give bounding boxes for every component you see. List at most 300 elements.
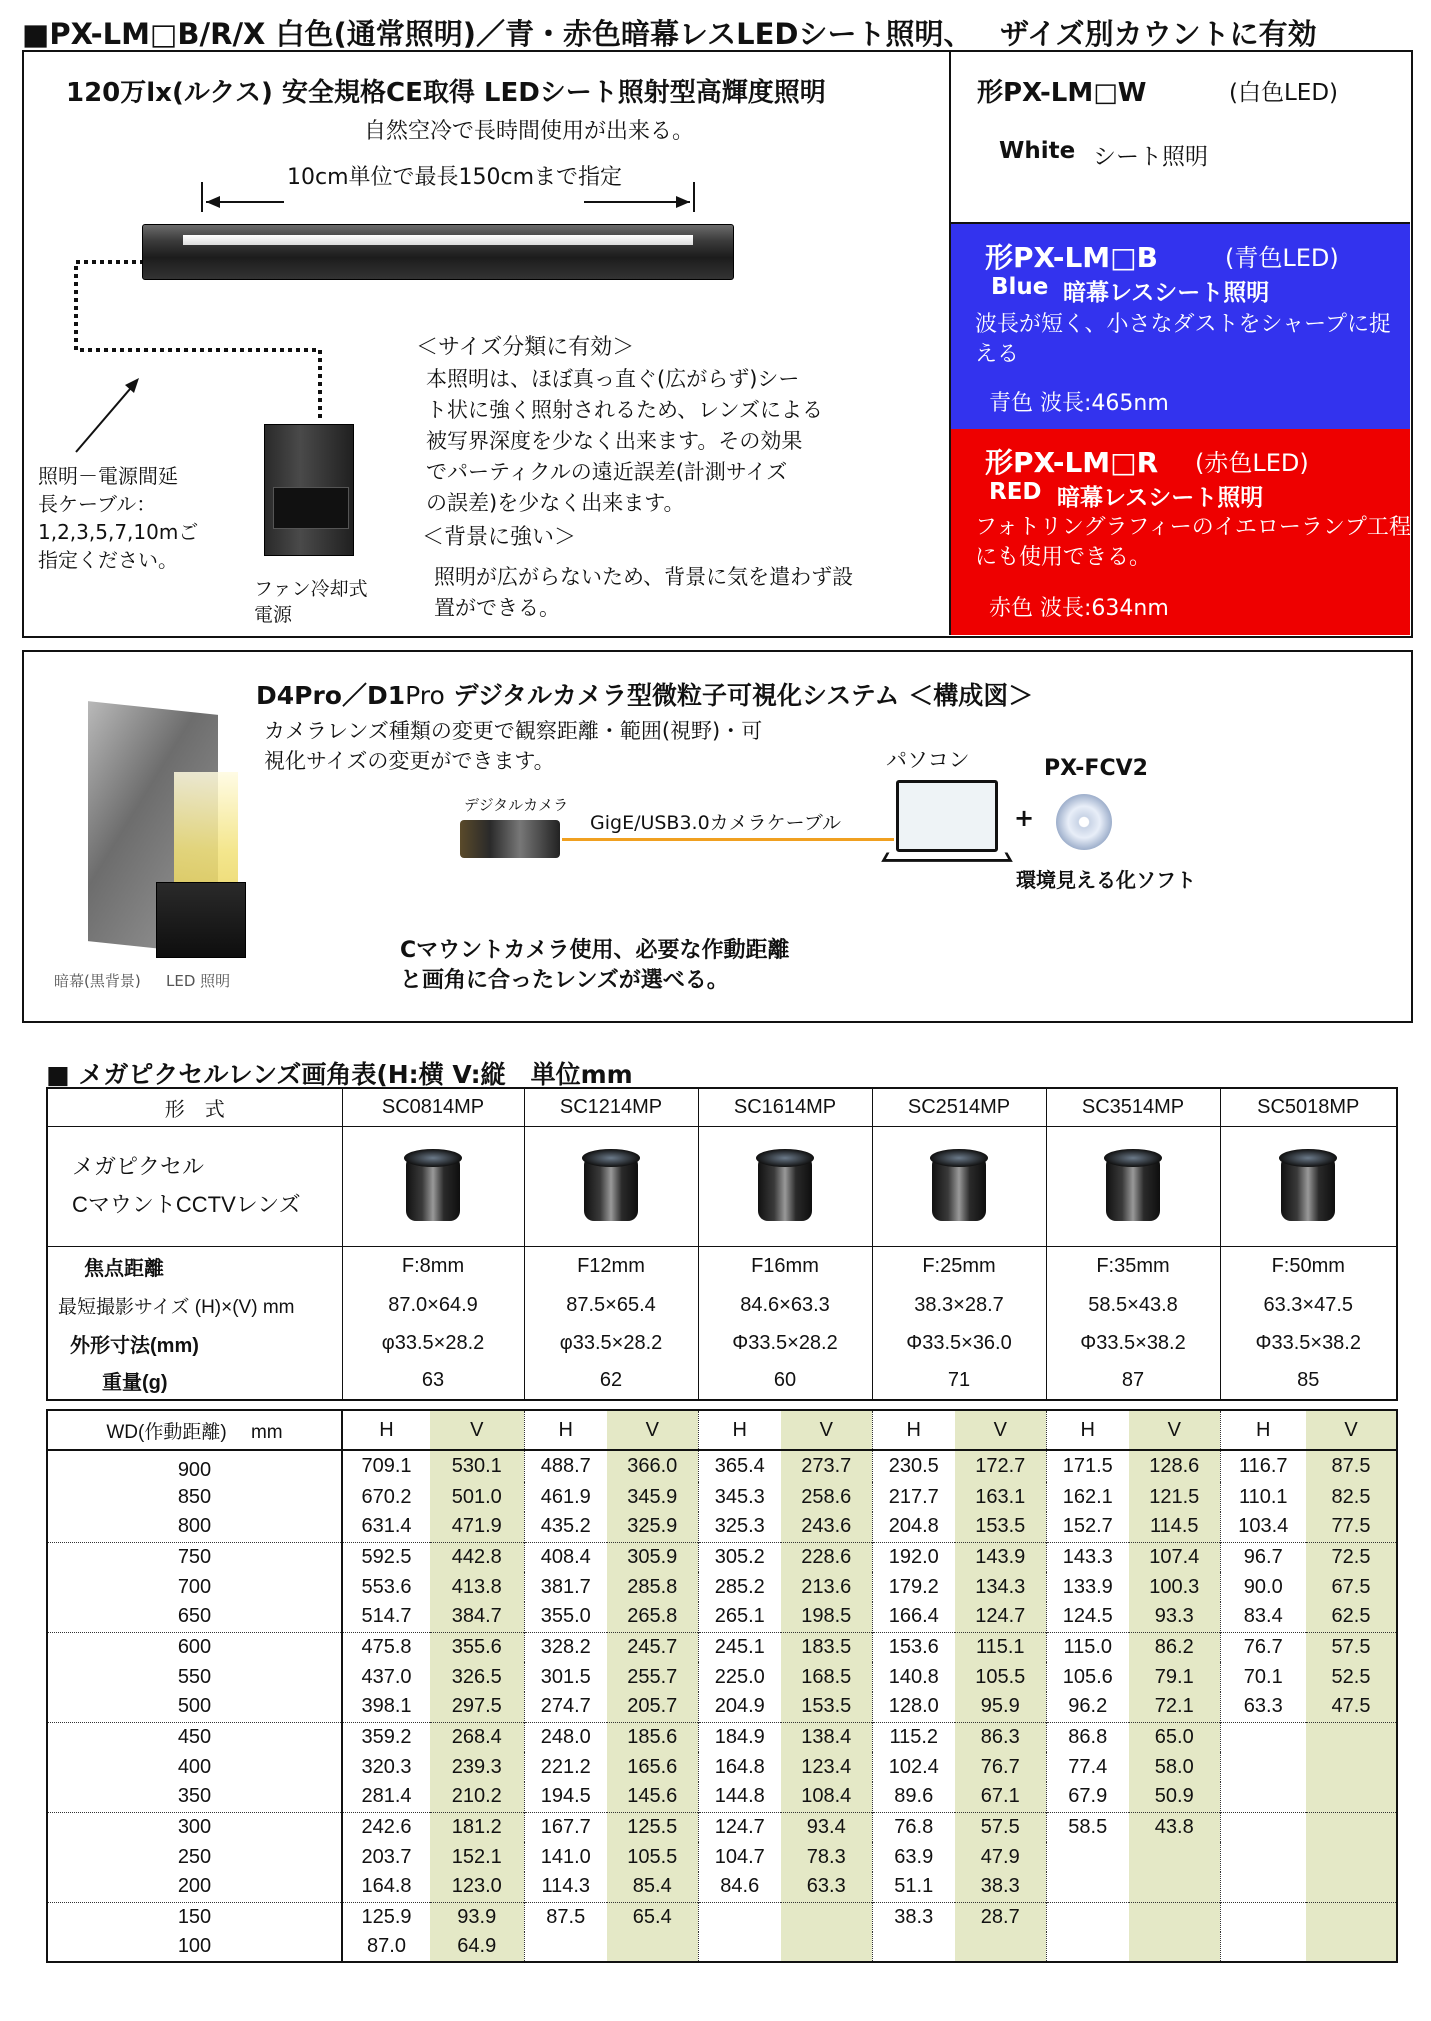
camera-label: デジタルカメラ bbox=[464, 796, 569, 814]
wd-value: 700 bbox=[47, 1572, 342, 1602]
h-value: 76.7 bbox=[1220, 1632, 1306, 1662]
v-value: 82.5 bbox=[1306, 1482, 1397, 1512]
lens-type-line: CマウントCCTVレンズ bbox=[72, 1192, 301, 1217]
lens-type-label bbox=[47, 1126, 342, 1246]
h-value: 70.1 bbox=[1243, 1665, 1283, 1688]
fov-row bbox=[47, 1542, 1397, 1572]
h-value: 179.2 bbox=[888, 1575, 939, 1598]
v-value: 501.0 bbox=[430, 1482, 524, 1512]
system-desc-line: 視化サイズの変更ができます。 bbox=[264, 749, 555, 773]
blue-color: (青色LED) bbox=[1225, 244, 1339, 272]
red-note bbox=[975, 513, 1411, 573]
h-value: 345.3 bbox=[714, 1485, 765, 1508]
v-value: 95.9 bbox=[955, 1692, 1046, 1722]
h-value: 592.5 bbox=[342, 1542, 430, 1572]
blue-model: 形PX-LM□B bbox=[985, 241, 1158, 274]
h-value: 265.1 bbox=[714, 1605, 765, 1628]
fov-row bbox=[47, 1842, 1397, 1872]
h-value bbox=[698, 1932, 781, 1962]
cable-label: GigE/USB3.0カメラケーブル bbox=[590, 812, 841, 834]
v-value: 305.9 bbox=[607, 1542, 698, 1572]
v-value bbox=[1129, 1902, 1220, 1932]
v-value bbox=[1129, 1842, 1220, 1872]
wd-value: 550 bbox=[47, 1662, 342, 1692]
h-value bbox=[698, 1902, 781, 1932]
dims-row bbox=[47, 1324, 1397, 1362]
v-value: 79.1 bbox=[1129, 1662, 1220, 1692]
v-value: 72.5 bbox=[1306, 1542, 1397, 1572]
h-value bbox=[1220, 1902, 1306, 1932]
v-value: 163.1 bbox=[955, 1482, 1046, 1512]
min-size-value: 38.3×28.7 bbox=[872, 1286, 1046, 1324]
h-value: 230.5 bbox=[888, 1455, 939, 1477]
white-desc-en: White bbox=[999, 138, 1076, 164]
h-header: H bbox=[906, 1418, 921, 1441]
h-value: 96.2 bbox=[1068, 1695, 1108, 1718]
h-header: H bbox=[558, 1418, 573, 1441]
min-size-label: 最短撮影サイズ (H)×(V) mm bbox=[47, 1286, 342, 1324]
v-value: 87.5 bbox=[1306, 1450, 1397, 1482]
wd-value: 250 bbox=[47, 1842, 342, 1872]
v-value: 85.4 bbox=[607, 1872, 698, 1902]
weight-value: 62 bbox=[524, 1362, 698, 1400]
v-value: 123.0 bbox=[430, 1872, 524, 1902]
v-value bbox=[1306, 1842, 1397, 1872]
model-name: SC1214MP bbox=[524, 1088, 698, 1126]
min-size-value: 84.6×63.3 bbox=[698, 1286, 872, 1324]
table-title: ■ メガピクセルレンズ画角表(H:横 V:縦 単位mm bbox=[46, 1060, 633, 1089]
lens-image-cell bbox=[872, 1126, 1046, 1246]
h-value: 67.9 bbox=[1068, 1785, 1108, 1808]
dims-label: 外形寸法(mm) bbox=[47, 1324, 342, 1362]
v-value: 228.6 bbox=[781, 1542, 872, 1572]
h-value: 102.4 bbox=[888, 1755, 939, 1778]
h-value: 437.0 bbox=[361, 1665, 412, 1688]
led-sheet-light-image bbox=[142, 224, 734, 280]
plus-sign: + bbox=[1014, 804, 1035, 832]
v-value: 265.8 bbox=[607, 1602, 698, 1632]
h-value: 38.3 bbox=[872, 1902, 955, 1932]
dims-value: Φ33.5×38.2 bbox=[1220, 1324, 1397, 1362]
v-value bbox=[607, 1932, 698, 1962]
fov-row bbox=[47, 1872, 1397, 1902]
wd-value: 500 bbox=[47, 1692, 342, 1722]
fov-row bbox=[47, 1482, 1397, 1512]
v-value: 72.1 bbox=[1129, 1692, 1220, 1722]
h-value: 245.1 bbox=[698, 1632, 781, 1662]
red-variant-panel bbox=[951, 429, 1410, 635]
v-value: 93.4 bbox=[781, 1812, 872, 1842]
h-value: 87.0 bbox=[367, 1935, 406, 1957]
v-value: 67.1 bbox=[955, 1782, 1046, 1812]
v-value: 168.5 bbox=[781, 1662, 872, 1692]
h-value: 203.7 bbox=[361, 1845, 412, 1868]
wd-value: 400 bbox=[47, 1752, 342, 1782]
v-value: 107.4 bbox=[1129, 1542, 1220, 1572]
v-value: 114.5 bbox=[1129, 1512, 1220, 1542]
h-value: 84.6 bbox=[720, 1875, 760, 1898]
v-value: 121.5 bbox=[1129, 1482, 1220, 1512]
h-value: 553.6 bbox=[361, 1575, 412, 1598]
v-value: 67.5 bbox=[1306, 1572, 1397, 1602]
v-value: 78.3 bbox=[781, 1842, 872, 1872]
wd-value: 150 bbox=[47, 1902, 342, 1932]
focal-value: F:8mm bbox=[342, 1246, 524, 1286]
h-value: 514.7 bbox=[361, 1605, 412, 1628]
v-value: 442.8 bbox=[430, 1542, 524, 1572]
weight-value: 87 bbox=[1046, 1362, 1220, 1400]
h-value: 140.8 bbox=[888, 1665, 939, 1688]
cable-note-line: 1,2,3,5,7,10mご bbox=[38, 520, 199, 544]
fov-row bbox=[47, 1632, 1397, 1662]
weight-value: 85 bbox=[1220, 1362, 1397, 1400]
v-value: 93.9 bbox=[430, 1902, 524, 1932]
h-value bbox=[1220, 1872, 1306, 1902]
fov-row bbox=[47, 1692, 1397, 1722]
focal-value: F:50mm bbox=[1220, 1246, 1397, 1286]
red-model: 形PX-LM□R bbox=[985, 446, 1159, 479]
focal-value: F:35mm bbox=[1046, 1246, 1220, 1286]
lens-spec-table bbox=[46, 1087, 1398, 1401]
blue-wavelength: 青色 波長:465nm bbox=[989, 391, 1169, 416]
h-value: 164.8 bbox=[361, 1875, 412, 1898]
h-value: 115.0 bbox=[1046, 1632, 1129, 1662]
model-name: SC5018MP bbox=[1220, 1088, 1397, 1126]
v-value: 153.5 bbox=[955, 1512, 1046, 1542]
size-body-line: 本照明は、ほぼ真っ直ぐ(広がらず)シー bbox=[426, 367, 800, 391]
h-value: 76.8 bbox=[872, 1812, 955, 1842]
psu-label-line: 電源 bbox=[254, 604, 293, 626]
h-value: 128.0 bbox=[888, 1695, 939, 1718]
min-size-value: 58.5×43.8 bbox=[1046, 1286, 1220, 1324]
led-label: LED 照明 bbox=[166, 972, 231, 990]
system-desc-line: カメラレンズ種類の変更で観察距離・範囲(視野)・可 bbox=[264, 719, 763, 743]
lens-type-line: メガピクセル bbox=[72, 1154, 205, 1179]
v-value: 47.5 bbox=[1306, 1692, 1397, 1722]
bg-body-line: 置ができる。 bbox=[434, 596, 560, 620]
page-subtitle: ザイズ別カウントに有効 bbox=[1000, 17, 1317, 51]
v-value: 134.3 bbox=[955, 1572, 1046, 1602]
model-name: SC0814MP bbox=[342, 1088, 524, 1126]
h-value bbox=[1220, 1932, 1306, 1962]
weight-value: 63 bbox=[342, 1362, 524, 1400]
focal-row bbox=[47, 1246, 1397, 1286]
system-title-a: D4Pro／D1 bbox=[256, 681, 406, 710]
v-value: 297.5 bbox=[430, 1692, 524, 1722]
blue-note bbox=[975, 310, 1391, 370]
lens-image-cell bbox=[524, 1126, 698, 1246]
variant-column bbox=[949, 52, 1410, 635]
h-value: 124.7 bbox=[698, 1812, 781, 1842]
h-value: 87.5 bbox=[524, 1902, 607, 1932]
fov-row bbox=[47, 1450, 1397, 1482]
wd-value: 850 bbox=[47, 1482, 342, 1512]
software-model: PX-FCV2 bbox=[1044, 756, 1148, 781]
v-value: 198.5 bbox=[781, 1602, 872, 1632]
v-value bbox=[1306, 1902, 1397, 1932]
v-value: 181.2 bbox=[430, 1812, 524, 1842]
bg-title: ＜背景に強い＞ bbox=[422, 525, 577, 550]
h-value: 110.1 bbox=[1238, 1485, 1288, 1508]
v-value: 326.5 bbox=[430, 1662, 524, 1692]
v-value: 115.1 bbox=[955, 1632, 1046, 1662]
v-value: 64.9 bbox=[430, 1932, 524, 1962]
system-section bbox=[22, 650, 1413, 1023]
v-value: 65.0 bbox=[1129, 1722, 1220, 1752]
h-value bbox=[1220, 1782, 1306, 1812]
lens-image-cell bbox=[342, 1126, 524, 1246]
v-value: 57.5 bbox=[1306, 1632, 1397, 1662]
v-value: 245.7 bbox=[607, 1632, 698, 1662]
v-value: 58.0 bbox=[1129, 1752, 1220, 1782]
h-value: 248.0 bbox=[524, 1722, 607, 1752]
v-header: V bbox=[1129, 1410, 1220, 1450]
system-title-c: デジタルカメラ型微粒子可視化システム ＜構成図＞ bbox=[444, 681, 1034, 710]
v-value: 105.5 bbox=[607, 1842, 698, 1872]
spec-header-row bbox=[47, 1088, 1397, 1126]
h-value: 86.8 bbox=[1046, 1722, 1129, 1752]
v-value: 124.7 bbox=[955, 1602, 1046, 1632]
h-header: H bbox=[732, 1418, 747, 1441]
h-value: 435.2 bbox=[540, 1515, 591, 1538]
v-header: V bbox=[607, 1410, 698, 1450]
fov-row bbox=[47, 1932, 1397, 1962]
blue-note-line: 波長が短く、小さなダストをシャープに捉 bbox=[975, 312, 1392, 337]
v-value: 62.5 bbox=[1306, 1602, 1397, 1632]
system-title bbox=[256, 676, 1033, 712]
v-value: 65.4 bbox=[607, 1902, 698, 1932]
wd-value: 300 bbox=[47, 1812, 342, 1842]
fov-row bbox=[47, 1782, 1397, 1812]
h-value: 184.9 bbox=[698, 1722, 781, 1752]
dims-value: Φ33.5×38.2 bbox=[1046, 1324, 1220, 1362]
v-value bbox=[1306, 1812, 1397, 1842]
v-value: 255.7 bbox=[607, 1662, 698, 1692]
wd-value: 350 bbox=[47, 1782, 342, 1812]
lens-image bbox=[1096, 1145, 1170, 1227]
h-value: 166.4 bbox=[888, 1605, 939, 1628]
h-value: 103.4 bbox=[1238, 1515, 1289, 1538]
v-value: 105.5 bbox=[955, 1662, 1046, 1692]
h-value: 162.1 bbox=[1062, 1485, 1113, 1508]
red-desc-jp: 暗幕レスシート照明 bbox=[1057, 485, 1264, 511]
wd-value: 600 bbox=[47, 1632, 342, 1662]
h-value: 221.2 bbox=[540, 1755, 591, 1778]
v-value: 325.9 bbox=[607, 1512, 698, 1542]
lens-image-cell bbox=[698, 1126, 872, 1246]
h-value: 116.7 bbox=[1238, 1455, 1288, 1477]
v-value: 143.9 bbox=[955, 1542, 1046, 1572]
h-value: 398.1 bbox=[361, 1695, 412, 1718]
h-value: 152.7 bbox=[1062, 1515, 1113, 1538]
h-value: 408.4 bbox=[524, 1542, 607, 1572]
model-header: 形 式 bbox=[47, 1088, 342, 1126]
model-name: SC1614MP bbox=[698, 1088, 872, 1126]
lens-table-wrap bbox=[46, 1087, 1396, 1963]
lighting-subline: 自然空冷で長時間使用が出来る。 bbox=[364, 119, 695, 144]
lens-image-cell bbox=[1046, 1126, 1220, 1246]
lens-image-cell bbox=[1220, 1126, 1397, 1246]
min-size-value: 63.3×47.5 bbox=[1220, 1286, 1397, 1324]
v-value: 185.6 bbox=[607, 1722, 698, 1752]
h-value: 124.5 bbox=[1062, 1605, 1113, 1628]
h-value: 204.8 bbox=[888, 1515, 939, 1538]
fov-header-row bbox=[47, 1410, 1397, 1450]
size-body-line: ト状に強く照射されるため、レンズによる bbox=[426, 398, 824, 422]
v-value: 138.4 bbox=[781, 1722, 872, 1752]
wd-value: 750 bbox=[47, 1542, 342, 1572]
v-value: 213.6 bbox=[781, 1572, 872, 1602]
min-size-value: 87.5×65.4 bbox=[524, 1286, 698, 1324]
h-value bbox=[1220, 1722, 1306, 1752]
red-wavelength: 赤色 波長:634nm bbox=[989, 596, 1169, 621]
v-value: 152.1 bbox=[430, 1842, 524, 1872]
v-value bbox=[1129, 1872, 1220, 1902]
h-value: 164.8 bbox=[714, 1755, 765, 1778]
h-value: 51.1 bbox=[894, 1875, 934, 1898]
v-value: 239.3 bbox=[430, 1752, 524, 1782]
v-value: 243.6 bbox=[781, 1512, 872, 1542]
size-body-line: の誤差)を少なく出来ます。 bbox=[426, 491, 685, 515]
h-value: 63.3 bbox=[1243, 1695, 1283, 1718]
red-desc-en: RED bbox=[989, 479, 1042, 505]
page-title: ■PX-LM□B/R/X 白色(通常照明)／青・赤色暗幕レスLEDシート照明、 bbox=[22, 17, 973, 51]
v-value: 86.2 bbox=[1129, 1632, 1220, 1662]
weight-value: 71 bbox=[872, 1362, 1046, 1400]
red-color: (赤色LED) bbox=[1195, 449, 1309, 477]
v-value: 76.7 bbox=[955, 1752, 1046, 1782]
v-value bbox=[1306, 1872, 1397, 1902]
h-value: 115.2 bbox=[872, 1722, 955, 1752]
lighting-headline: 120万lx(ルクス) 安全規格CE取得 LEDシート照射型高輝度照明 bbox=[66, 78, 826, 108]
model-name: SC2514MP bbox=[872, 1088, 1046, 1126]
bg-body bbox=[434, 562, 853, 624]
blue-variant-panel bbox=[951, 224, 1410, 429]
h-value: 96.7 bbox=[1220, 1542, 1306, 1572]
h-value: 167.7 bbox=[524, 1812, 607, 1842]
v-value: 52.5 bbox=[1306, 1662, 1397, 1692]
h-header: H bbox=[379, 1418, 394, 1441]
v-header: V bbox=[430, 1410, 524, 1450]
v-value: 471.9 bbox=[430, 1512, 524, 1542]
laptop-base-image bbox=[881, 852, 1013, 861]
h-value: 194.5 bbox=[540, 1785, 591, 1808]
wd-value: 200 bbox=[47, 1872, 342, 1902]
h-value: 192.0 bbox=[872, 1542, 955, 1572]
h-value: 141.0 bbox=[540, 1845, 591, 1868]
v-value: 165.6 bbox=[607, 1752, 698, 1782]
wd-value: 100 bbox=[47, 1932, 342, 1962]
h-value: 90.0 bbox=[1243, 1575, 1283, 1598]
v-value: 285.8 bbox=[607, 1572, 698, 1602]
fov-row bbox=[47, 1602, 1397, 1632]
bg-body-line: 照明が広がらないため、背景に気を遣わず設 bbox=[434, 565, 854, 589]
weight-label: 重量(g) bbox=[47, 1362, 342, 1400]
white-model: 形PX-LM□W bbox=[977, 78, 1147, 108]
h-value bbox=[1220, 1752, 1306, 1782]
h-value: 125.9 bbox=[342, 1902, 430, 1932]
lens-image bbox=[574, 1145, 648, 1227]
system-desc bbox=[264, 716, 762, 776]
h-header: H bbox=[1080, 1418, 1095, 1441]
v-value: 145.6 bbox=[607, 1782, 698, 1812]
cable-note-line: 指定ください。 bbox=[38, 548, 178, 572]
model-name: SC3514MP bbox=[1046, 1088, 1220, 1126]
h-value: 381.7 bbox=[540, 1575, 591, 1598]
fov-row bbox=[47, 1662, 1397, 1692]
size-body-line: でパーティクルの遠近誤差(計測サイズ bbox=[426, 460, 788, 484]
v-value: 123.4 bbox=[781, 1752, 872, 1782]
blue-desc-jp: 暗幕レスシート照明 bbox=[1063, 280, 1270, 306]
h-value: 105.6 bbox=[1062, 1665, 1113, 1688]
v-value: 530.1 bbox=[430, 1450, 524, 1482]
v-value: 183.5 bbox=[781, 1632, 872, 1662]
v-value bbox=[955, 1932, 1046, 1962]
h-value: 670.2 bbox=[361, 1485, 412, 1508]
size-body-line: 被写界深度を少なく出来ます。その効果 bbox=[426, 429, 803, 453]
fov-row bbox=[47, 1512, 1397, 1542]
red-note-line: フォトリングラフィーのイエローランプ工程 bbox=[975, 515, 1411, 540]
v-value: 384.7 bbox=[430, 1602, 524, 1632]
h-value: 281.4 bbox=[361, 1785, 412, 1808]
led-unit-image bbox=[156, 882, 246, 958]
weight-row bbox=[47, 1362, 1397, 1400]
wd-value: 900 bbox=[47, 1450, 342, 1482]
v-value: 205.7 bbox=[607, 1692, 698, 1722]
h-value bbox=[1046, 1932, 1129, 1962]
size-body bbox=[426, 364, 823, 519]
dims-value: Φ33.5×36.0 bbox=[872, 1324, 1046, 1362]
v-value: 366.0 bbox=[607, 1450, 698, 1482]
cable-note bbox=[38, 462, 198, 574]
h-value: 114.3 bbox=[541, 1875, 591, 1898]
v-value: 50.9 bbox=[1129, 1782, 1220, 1812]
curtain-label: 暗幕(黒背景) bbox=[54, 972, 141, 990]
v-value bbox=[1306, 1722, 1397, 1752]
h-value bbox=[1046, 1902, 1129, 1932]
fov-table bbox=[46, 1409, 1398, 1963]
h-header: H bbox=[1256, 1418, 1271, 1441]
v-value: 125.5 bbox=[607, 1812, 698, 1842]
v-value bbox=[1306, 1932, 1397, 1962]
lens-image bbox=[748, 1145, 822, 1227]
h-value: 204.9 bbox=[714, 1695, 765, 1718]
h-value bbox=[1046, 1842, 1129, 1872]
v-value: 210.2 bbox=[430, 1782, 524, 1812]
system-title-b: Pro bbox=[405, 681, 445, 710]
v-header: V bbox=[955, 1410, 1046, 1450]
v-value: 93.3 bbox=[1129, 1602, 1220, 1632]
white-variant-panel bbox=[951, 52, 1410, 224]
power-supply-image bbox=[264, 424, 354, 556]
length-note: 10cm単位で最長150cmまで指定 bbox=[287, 165, 623, 190]
v-value: 128.6 bbox=[1129, 1450, 1220, 1482]
fov-row bbox=[47, 1902, 1397, 1932]
h-value: 355.0 bbox=[540, 1605, 591, 1628]
v-value: 28.7 bbox=[955, 1902, 1046, 1932]
lens-image bbox=[1271, 1145, 1345, 1227]
v-value bbox=[781, 1932, 872, 1962]
h-value: 488.7 bbox=[540, 1455, 591, 1477]
wd-header: WD(作動距離) mm bbox=[47, 1410, 342, 1450]
lighting-section bbox=[22, 50, 1413, 638]
dims-value: φ33.5×28.2 bbox=[524, 1324, 698, 1362]
h-value: 242.6 bbox=[342, 1812, 430, 1842]
white-desc-jp: シート照明 bbox=[1093, 144, 1208, 170]
h-value: 144.8 bbox=[714, 1785, 765, 1808]
h-value: 58.5 bbox=[1046, 1812, 1129, 1842]
dims-value: φ33.5×28.2 bbox=[342, 1324, 524, 1362]
